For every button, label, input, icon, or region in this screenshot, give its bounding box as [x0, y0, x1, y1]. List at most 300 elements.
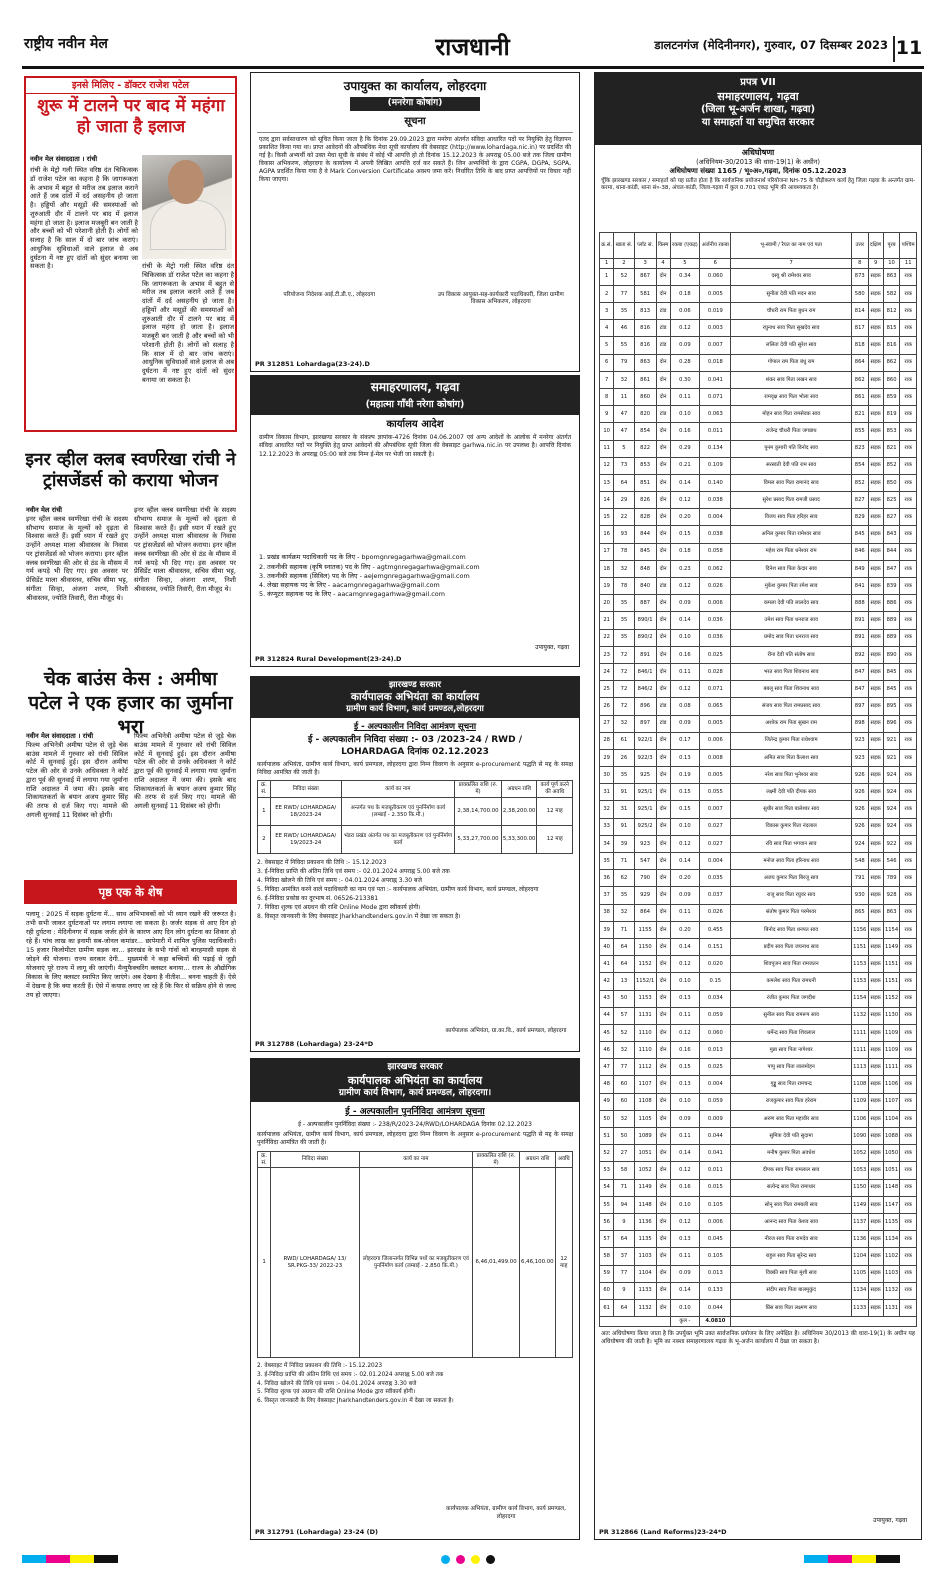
paper-name: राष्ट्रीय नवीन मेल [24, 36, 108, 52]
table-row [600, 973, 917, 990]
table-cell: 0.007 [700, 337, 731, 354]
land-th: रकबा (एकड़) [670, 232, 700, 258]
table-cell: 1109 [851, 1093, 868, 1110]
table-cell: 818 [851, 337, 868, 354]
table-cell: सड़क [868, 268, 883, 285]
table-cell: राक [900, 578, 917, 595]
ad2-email-1[interactable]: 1. प्रखंड कार्यक्रम पदाधिकारी पद के लिए - bpomgnregagarhwa@gmail.com [259, 553, 466, 562]
table-cell: 0.15 [670, 526, 700, 543]
table-cell: 0.16 [670, 646, 700, 663]
table-cell: राक [900, 337, 917, 354]
table-cell: 924 [883, 818, 900, 835]
table-cell: 27 [614, 1145, 634, 1162]
table-cell: 1148 [883, 1179, 900, 1196]
table-cell: सोनू साव पिता रामबली साव [731, 1196, 851, 1213]
table-cell: 1148 [634, 1196, 656, 1213]
ad4-title: कार्यपालक अभियंता का कार्यालय [251, 1074, 579, 1088]
table-cell: 0.10 [670, 1093, 700, 1110]
land-colnum: 3 [634, 258, 656, 268]
ad3-item: 3. ई-निविदा प्राप्ति की अंतिम तिथि एवं समय :- 02.01.2024 अपराह्न 5.00 बजे तक [257, 868, 450, 876]
table-cell: राक [900, 681, 917, 698]
table-row [600, 1231, 917, 1248]
table-cell: 887 [634, 595, 656, 612]
table-cell: 72 [614, 663, 634, 680]
table-row [600, 1128, 917, 1145]
table-row [600, 440, 917, 457]
table-cell: सड़क [868, 440, 883, 457]
table-cell: 897 [634, 715, 656, 732]
magenta-swatch [46, 1555, 70, 1563]
table-cell: 0.044 [700, 1128, 731, 1145]
table-cell: दोन [656, 1196, 670, 1213]
table-cell: सड़क [868, 423, 883, 440]
table-cell: 840 [634, 578, 656, 595]
table-cell: 839 [883, 578, 900, 595]
table-cell: राक [900, 698, 917, 715]
byline-ameesha: नवीन मेल संवाददाता । रांची [26, 732, 94, 740]
ad3-notice: ई - अल्पकालीन निविदा आमंत्रण सूचना [353, 722, 477, 733]
table-cell: सड़क [868, 526, 883, 543]
table-cell: 1107 [883, 1093, 900, 1110]
table-cell: 0.09 [670, 1110, 700, 1127]
table-cell: सड़क [868, 938, 883, 955]
table-cell: सड़क [868, 646, 883, 663]
table-cell: दिनेश साव पिता केदार साव [731, 560, 851, 577]
ad3-item: 4. निविदा खोलने की तिथि एवं समय :- 04.01.2024 अपराह्न 3.30 बजे [257, 877, 422, 885]
table-cell: राक [900, 320, 917, 337]
table-cell: सड़क [868, 715, 883, 732]
table-cell: दोन [656, 1076, 670, 1093]
table-cell: राक [900, 440, 917, 457]
table-cell: 0.006 [700, 595, 731, 612]
table-cell: सुमित्रा देवी पति सुदामा [731, 1128, 851, 1145]
table-cell: दोन [656, 973, 670, 990]
black-swatch [94, 1555, 118, 1563]
table-cell: राक [900, 526, 917, 543]
table-cell: सड़क [868, 371, 883, 388]
table-cell: 864 [851, 354, 868, 371]
table-cell: सुनीता देवी पति मदन साव [731, 285, 851, 302]
table-cell: सड़क [868, 835, 883, 852]
table-cell: 55 [600, 1196, 614, 1213]
table-cell: प्रिंस साव पिता लक्ष्मण साव [731, 1299, 851, 1316]
table-cell: 20 [600, 595, 614, 612]
table-cell: 32 [600, 801, 614, 818]
table-cell: 12 [600, 457, 614, 474]
table-cell: 0.09 [670, 337, 700, 354]
table-cell: 17 [600, 543, 614, 560]
table-cell: 0.133 [700, 1282, 731, 1299]
notice-rwd-retender [250, 1058, 580, 1540]
ad5-title: समाहरणालय, गढ़वा [717, 89, 799, 103]
table-cell: 0.044 [700, 1299, 731, 1316]
table-cell: राक [900, 388, 917, 405]
table-row [600, 715, 917, 732]
table-row [600, 595, 917, 612]
table-cell: 79 [614, 354, 634, 371]
table-cell: गोपाल राम पिता बंधु राम [731, 354, 851, 371]
table-cell: 64 [614, 474, 634, 491]
table-cell: राक [900, 629, 917, 646]
doctor-photo-figure [150, 200, 226, 250]
table-cell: 11 [614, 388, 634, 405]
table-cell: कमला देवी पति लालदेव साव [731, 595, 851, 612]
table-cell: 789 [883, 870, 900, 887]
table-cell: दोन [656, 784, 670, 801]
table-cell: 0.12 [670, 1024, 700, 1041]
table-cell: सड़क [868, 457, 883, 474]
table-cell: राक [900, 1213, 917, 1230]
table-cell: 1103 [634, 1248, 656, 1265]
table-row [600, 1145, 917, 1162]
ad2-email-4[interactable]: 4. लेखा सहायक पद के लिए - aacamgnregagarhwa@gmail.com [259, 581, 440, 590]
land-total-row [600, 1317, 917, 1327]
table-cell: सड़क [868, 320, 883, 337]
ad4-table [257, 1151, 573, 1359]
table-cell: 23 [600, 646, 614, 663]
ad2-email-3[interactable]: 3. तकनीकी सहायक (सिविल) पद के लिए - aejemgnregagarhwa@gmail.com [259, 571, 470, 580]
table-cell: 924 [851, 835, 868, 852]
table-cell: 922/3 [634, 749, 656, 766]
table-cell: 32 [614, 715, 634, 732]
ad2-email-2[interactable]: 2. तकनीकी सहायक (कृषि स्नातक) पद के लिए - agtmgnregagarhwa@gmail.com [259, 562, 480, 571]
table-cell: 55 [614, 337, 634, 354]
table-cell: 31 [600, 784, 614, 801]
table-cell: 0.11 [670, 1248, 700, 1265]
ad1-title: उपायुक्त का कार्यालय, लोहरदगा [343, 79, 487, 93]
table-cell: सड़क [868, 492, 883, 509]
table-cell: 1 [258, 1168, 271, 1358]
table-cell: राक [900, 1162, 917, 1179]
land-th: उत्तर [851, 232, 868, 258]
table-cell: 821 [851, 406, 868, 423]
table-cell: 1088 [883, 1128, 900, 1145]
table-cell: 22 [600, 629, 614, 646]
ad2-email-5[interactable]: 5. कंप्यूटर सहायक पद के लिए - aacamgnregagarhwa@gmail.com [259, 590, 445, 599]
notice-land-acquisition [594, 72, 922, 1540]
ad4-ref: ई - अल्पकालीन पुनर्निविदा संख्या :- 238/R/2023-24/RWD/LOHARDAGA दिनांक 02.12.2023 [298, 1120, 532, 1128]
table-cell: 1103 [883, 1265, 900, 1282]
table-cell: 924 [883, 767, 900, 784]
table-cell: 5 [614, 440, 634, 457]
table-cell: 849 [851, 560, 868, 577]
table-cell: राक [900, 938, 917, 955]
table-cell: दोन [656, 749, 670, 766]
page-number: 11 [893, 36, 923, 62]
table-cell: 1110 [634, 1024, 656, 1041]
table-cell: 48 [600, 1076, 614, 1093]
table-cell: शंकर साव पिता लखन साव [731, 371, 851, 388]
table-cell: 0.013 [700, 1042, 731, 1059]
table-cell: 895 [883, 698, 900, 715]
table-cell: रंजीत कुमार पिता जगदीश [731, 990, 851, 1007]
ad2-title: समाहरणालय, गढ़वा [251, 376, 579, 399]
table-row [600, 1162, 917, 1179]
table-row [600, 887, 917, 904]
table-cell: राक [900, 784, 917, 801]
table-row [600, 767, 917, 784]
table-cell: 889 [883, 612, 900, 629]
table-cell: 873 [851, 268, 868, 285]
doctor-photo-face [168, 160, 204, 204]
table-cell: 0.09 [670, 715, 700, 732]
table-cell: सड़क [868, 767, 883, 784]
ad2-pr: PR 312824 Rural Development(23-24).D [255, 654, 402, 663]
table-cell: 1106 [883, 1076, 900, 1093]
table-cell: 925/1 [634, 784, 656, 801]
table-cell: 580 [851, 285, 868, 302]
table-cell: 2,38,14,700.00 [455, 798, 502, 826]
table-cell: 0.003 [700, 320, 731, 337]
table-cell: दोन [656, 560, 670, 577]
table-cell: दोन [656, 1042, 670, 1059]
ad4-item: 6. विस्तृत जानकारी के लिए वेबसाइट Jharkhandtenders.gov.in में देखा जा सकता है। [257, 1398, 454, 1405]
ad5-subtitle2: या समाहर्ता या समुचित सरकार [701, 116, 815, 128]
land-table-colnums [600, 258, 917, 268]
table-cell: 0.134 [700, 440, 731, 457]
ad5-form: प्रपत्र VII [740, 77, 776, 88]
table-cell: 1052 [851, 1145, 868, 1162]
table-cell: 46 [614, 320, 634, 337]
table-cell: दोन [656, 354, 670, 371]
table-cell: 861 [634, 371, 656, 388]
table-cell: 0.10 [670, 973, 700, 990]
ad3-item: 5. निविदा आमंत्रित करने वाले पदाधिकारी का नाम एवं पता :- कार्यपालक अभियंता, ग्रामीण कार्य विभाग, कार्य प्रमण्डल, लोहरदगा [257, 886, 539, 894]
table-cell: 0.12 [670, 492, 700, 509]
table-cell: 1149 [883, 938, 900, 955]
story-ameesha-text: फिल्म अभिनेत्री अमीषा पटेल से जुड़े चेक बाउंस मामले में गुरुवार को रांची सिविल कोर्ट में सुनवाई हुई। इस दौरान अमीषा पटेल की ओर से उनके अधिवक्ता ने कोर्ट द्वारा पूर्व की सुनवाई में लगाया गया जुर्माना राशि अदालत में जमा की। इसके बाद शिकायतकर्ता के बयान अजय कुमार सिंह की तरफ से दर्ज किए गए। मामले की अगली सुनवाई 11 दिसंबर को होगी। [26, 740, 128, 819]
land-table-body [600, 268, 917, 1316]
notice-rwd-tender [250, 676, 580, 1052]
table-cell: 62 [614, 870, 634, 887]
table-cell: 91 [614, 784, 634, 801]
table-cell: 71 [614, 853, 634, 870]
table-cell: टांड [656, 337, 670, 354]
table-cell: दोन [656, 1282, 670, 1299]
table-cell: 0.11 [670, 663, 700, 680]
table-cell: 0.041 [700, 1145, 731, 1162]
table-cell: दोन [656, 1265, 670, 1282]
table-cell: 828 [634, 509, 656, 526]
table-row [600, 629, 917, 646]
table-cell: राक [900, 303, 917, 320]
table-cell: सड़क [868, 1145, 883, 1162]
table-cell: सड़क [868, 388, 883, 405]
table-cell: 60 [614, 1093, 634, 1110]
table-cell: राक [900, 268, 917, 285]
table-cell: सड़क [868, 1024, 883, 1041]
table-cell: 853 [883, 423, 900, 440]
table-cell: 863 [883, 904, 900, 921]
table-row [600, 1179, 917, 1196]
table-row [600, 1196, 917, 1213]
table-cell: 0.038 [700, 526, 731, 543]
table-cell: 1133 [851, 1299, 868, 1316]
table-cell: दोन [656, 1179, 670, 1196]
table-cell: 0.026 [700, 904, 731, 921]
table-row [600, 474, 917, 491]
table-cell: 1155 [634, 921, 656, 938]
headline-inner-wheel: इनर व्हील क्लब स्वर्णरेखा रांची ने ट्रांसजेंडर्स को कराया भोजन [25, 450, 236, 492]
table-cell: 1153 [851, 956, 868, 973]
land-total-spacer [600, 1317, 671, 1327]
table-cell: 0.063 [700, 406, 731, 423]
table-cell: 0.16 [670, 1179, 700, 1196]
table-cell: दोन [656, 835, 670, 852]
ad5-ref: अधिघोषणा संख्या 1165 / भू०अ०,गढ़वा, दिनांक 05.12.2023 [669, 166, 847, 175]
table-cell: 0.08 [670, 698, 700, 715]
feature-tag: इनसे मिलिए - डॉक्टर राजेश पटेल [26, 78, 235, 94]
table-cell: सड़क [868, 698, 883, 715]
table-row [258, 826, 573, 854]
table-cell: 64 [614, 938, 634, 955]
table-cell: दीपक साव पिता रामलाल साव [731, 1162, 851, 1179]
ad1-notice: सूचना [404, 115, 426, 127]
table-cell: विजय साव पिता हरिहर साव [731, 509, 851, 526]
table-cell: दोन [656, 646, 670, 663]
table-cell: 0.17 [670, 732, 700, 749]
table-cell: 19 [600, 578, 614, 595]
table-cell: टांड [656, 406, 670, 423]
table-cell: 0.028 [700, 663, 731, 680]
ad4-item: 5. निविदा शुल्क एवं अग्रधन की राशि Online Mode द्वारा स्वीकार्य होगी। [257, 1389, 416, 1396]
table-cell: 1089 [634, 1128, 656, 1145]
table-cell: 56 [600, 1213, 614, 1230]
table-cell: 0.12 [670, 956, 700, 973]
table-cell: 1051 [634, 1145, 656, 1162]
table-cell: 3 [600, 303, 614, 320]
table-cell: दोन [656, 1093, 670, 1110]
table-cell: 921 [883, 732, 900, 749]
table-cell: राक [900, 663, 917, 680]
land-colnum: 10 [883, 258, 900, 268]
table-cell: 1102 [883, 1248, 900, 1265]
table-cell: मोहन साव पिता रामसेवक साव [731, 406, 851, 423]
cyan-swatch [22, 1555, 46, 1563]
table-cell: 867 [634, 268, 656, 285]
table-cell: 1111 [851, 1024, 868, 1041]
table-cell: 896 [883, 715, 900, 732]
ad4-th: अग्रधन राशि [520, 1151, 556, 1168]
table-cell: सड़क [868, 1076, 883, 1093]
table-cell: राक [900, 1007, 917, 1024]
table-cell: 925 [634, 767, 656, 784]
table-cell: 817 [851, 320, 868, 337]
table-cell: राक [900, 1024, 917, 1041]
table-cell: 851 [634, 474, 656, 491]
table-cell: 846/1 [634, 663, 656, 680]
ad3-th: अग्रधन राशि [501, 781, 537, 798]
table-row [600, 1059, 917, 1076]
table-cell: 47 [614, 406, 634, 423]
table-cell: दोन [656, 1162, 670, 1179]
table-cell: 13 [614, 973, 634, 990]
table-cell: 0.055 [700, 784, 731, 801]
ad4-th: क्र. सं. [258, 1151, 271, 1168]
table-cell: 843 [883, 526, 900, 543]
table-cell: 0.10 [670, 406, 700, 423]
table-cell: दोन [656, 1299, 670, 1316]
table-cell: 72 [614, 646, 634, 663]
table-cell: 52 [614, 268, 634, 285]
table-cell: राक [900, 973, 917, 990]
table-cell: 35 [614, 595, 634, 612]
table-cell: राक [900, 870, 917, 887]
table-cell: 892 [851, 646, 868, 663]
table-cell: सड़क [868, 1231, 883, 1248]
ad4-sign: कार्यपालक अभियंता, ग्रामीण कार्य विभाग, कार्य प्रमण्डल, लोहरदगा [446, 1506, 566, 1520]
table-cell: 0.151 [700, 938, 731, 955]
ad5-subtitle: (जिला भू-अर्जन शाखा, गढ़वा) [700, 103, 816, 115]
table-cell: नीरज साव पिता रामदेव साव [731, 1231, 851, 1248]
table-cell: दोन [656, 1248, 670, 1265]
land-total-label: कुल - [670, 1317, 700, 1327]
table-cell: सड़क [868, 629, 883, 646]
table-cell: 0.13 [670, 1231, 700, 1248]
table-cell: 814 [851, 303, 868, 320]
ad4-items [257, 1362, 573, 1405]
table-cell: 896 [634, 698, 656, 715]
story-inner-wheel [26, 506, 128, 658]
table-row [600, 492, 917, 509]
table-cell: 0.15 [670, 784, 700, 801]
table-cell: 859 [883, 388, 900, 405]
table-cell: नरेश साव पिता भुनेश्वर साव [731, 767, 851, 784]
table-cell: 1136 [634, 1213, 656, 1230]
land-colnum: 2 [614, 258, 634, 268]
table-cell: 844 [634, 526, 656, 543]
table-cell: 0.18 [670, 285, 700, 302]
table-cell: विक्की साव पिता मुंशी साव [731, 1265, 851, 1282]
land-th: क्र.सं. [600, 232, 614, 258]
table-cell: सड़क [868, 1093, 883, 1110]
table-cell: चौधरी राम पिता बुधन राम [731, 303, 851, 320]
table-cell: 35 [614, 629, 634, 646]
ad4-th: निविदा संख्या [271, 1151, 360, 1168]
table-cell: 44 [600, 1007, 614, 1024]
table-cell: 32 [614, 1110, 634, 1127]
table-cell: सड़क [868, 990, 883, 1007]
black-swatch [876, 1555, 900, 1563]
jump-stories: पलामू : 2025 में सड़क दुर्घटना में... साथ अभिभावकों को भी ध्यान रखने की जरूरत है। तभी सभी जाकर दुर्घटनाओं पर लगाम लगाया जा सकता है। जर्जर सड़क से आए दिन हो रही दुर्घटना : मेदिनीनगर में सड़क जर्जर होने के कारण आए दिन लोग दुर्घटना का शिकार हो रहे हैं। पांच लाख का इनामी सब-जोनल कमांडर... छापेमारी में शामिल पुलिस पदाधिकारी। 15 हजार किलोमीटर ग्रामीण सड़क का... झारखंड के सभी गांवों को बारहमासी सड़क से जोड़ने की योजना। राज्य सरकार देगी... मुख्यमंत्री ने कहा बच्चियों की पढ़ाई से जुड़ी योजनाएं पूरे राज्य में लागू की जाएंगी। मैन्युफैक्चरिंग क्लस्टर बनाया... राज्य के औद्योगिक विकास के लिए क्लस्टर स्थापित किए जाएंगे। अब देखना है नीतीश... बनना चाहती हैं। ऐसे में देखना है कि क्या करती हैं। ऐसे में कयास लगाए जा रहे हैं कि फिर से सक्रिय होने से जल्द तय हो जाएगा। [26, 910, 236, 999]
ad3-subtitle: ग्रामीण कार्य विभाग, कार्य प्रमण्डल,लोहरदगा [251, 704, 579, 718]
table-cell: 0.059 [700, 1007, 731, 1024]
table-cell: 0.013 [700, 1265, 731, 1282]
table-row [600, 354, 917, 371]
table-cell: अन्तर्गत पथ के मजबूतीकरण एवं पुनर्निर्माण कार्य (लम्बाई - 2.350 कि.मी.) [341, 798, 454, 826]
table-cell: 862 [851, 371, 868, 388]
table-cell: सड़क [868, 732, 883, 749]
ad3-intro: कार्यपालक अभियंता, ग्रामीण कार्य विभाग, कार्य प्रमण्डल, लोहरदगा द्वारा निम्न विवरण के अनुसार e-procurement पद्धति से मद्द के समक्ष निविदा आमंत्रित की जाती है। [257, 761, 573, 777]
table-cell: 77 [614, 1265, 634, 1282]
table-cell: 58 [600, 1248, 614, 1265]
table-cell: 1151 [851, 938, 868, 955]
table-cell: राक [900, 1231, 917, 1248]
table-cell: दोन [656, 1213, 670, 1230]
ad4-intro: कार्यपालक अभियंता, ग्रामीण कार्य विभाग, कार्य प्रमण्डल, लोहरदगा द्वारा निम्न विवरण के अनुसार e-procurement पद्धति से मद्द के समक्ष पुनर्निविदा आमंत्रित की जाती है। [257, 1131, 573, 1147]
table-cell: 1137 [851, 1213, 868, 1230]
table-cell: 0.12 [670, 681, 700, 698]
table-cell: राक [900, 1265, 917, 1282]
table-cell: राक [900, 956, 917, 973]
table-cell: लोहरदगा जिलान्तर्गत विभिन्न पथों का मजबूतीकरण एवं पुनर्निर्माण कार्य (लम्बाई - 2.850 कि.मी.) [359, 1168, 472, 1358]
table-cell: 0.30 [670, 371, 700, 388]
table-cell: 891 [851, 629, 868, 646]
table-cell: 5,33,300.00 [501, 826, 537, 854]
table-cell: 13 [600, 474, 614, 491]
table-row [600, 1282, 917, 1299]
table-cell: दोन [656, 663, 670, 680]
